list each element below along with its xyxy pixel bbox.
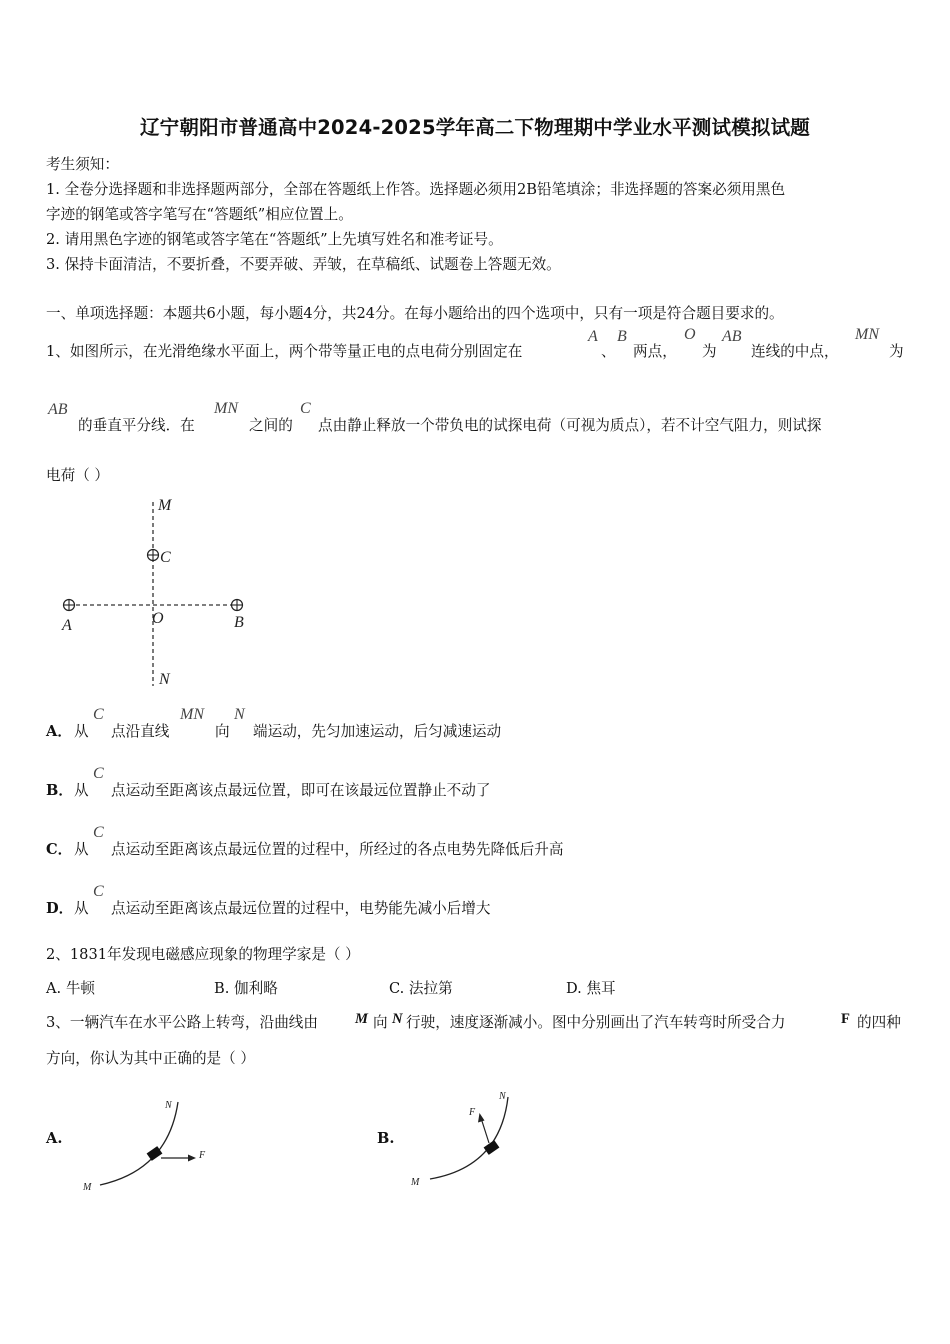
option-b-label: B．: [46, 782, 73, 799]
q3-text-1: 3、一辆汽车在水平公路上转弯，沿曲线由: [46, 1014, 318, 1031]
option-a-label: A．: [46, 723, 72, 740]
option-b-sym-c: C: [93, 765, 104, 782]
q3-text-4: 的四种: [857, 1014, 901, 1031]
q2-option-d[interactable]: D. 焦耳: [566, 980, 616, 997]
q2-option-a[interactable]: A. 牛顿: [46, 980, 96, 997]
fig-a-label-m: M: [83, 1182, 92, 1193]
fig-a-label-n: N: [165, 1100, 172, 1111]
force-arrow-b: [481, 1118, 489, 1143]
option-a-text-1: 从: [74, 723, 89, 740]
option-b-text-1: 从: [74, 782, 89, 799]
force-arrowhead-b: [478, 1113, 485, 1123]
section-heading: 一、单项选择题：本题共6小题，每小题4分，共24分。在每小题给出的四个选项中，只有一项是符合题目要求的。: [46, 305, 784, 322]
page-title: 辽宁朝阳市普通高中2024-2025学年高二下物理期中学业水平测试模拟试题: [139, 116, 811, 139]
q1-text-6: 的垂直平分线．在: [78, 417, 195, 434]
option-c-text-1: 从: [74, 841, 89, 858]
q1-sym-ab: AB: [722, 328, 742, 345]
q1-sep: 、: [601, 343, 616, 360]
q1-sym-o: O: [684, 326, 696, 343]
q1-text-5: 为: [889, 343, 904, 360]
option-c-label: C．: [46, 841, 73, 858]
q1-sym-mn-2: MN: [214, 400, 238, 417]
label-a: A: [62, 617, 72, 634]
option-d-sym-c: C: [93, 883, 104, 900]
q3-sym-f: F: [841, 1011, 850, 1027]
car-icon-b: [484, 1140, 500, 1155]
q3-figure-a: [78, 1092, 228, 1202]
curve-path-a: [100, 1102, 178, 1185]
q3-option-b-label[interactable]: B.: [377, 1130, 395, 1147]
fig-a-label-f: F: [199, 1150, 206, 1161]
option-d-text-2: 点运动至距离该点最远位置的过程中，电势能先减小后增大: [111, 900, 491, 917]
label-c: C: [160, 549, 171, 566]
option-a-sym-n: N: [234, 706, 245, 723]
q1-sym-b: B: [617, 328, 627, 345]
force-arrowhead-a: [188, 1155, 196, 1162]
label-m: M: [158, 497, 172, 514]
q3-option-a-label[interactable]: A.: [46, 1130, 63, 1147]
q1-text-8: 点由静止释放一个带负电的试探电荷（可视为质点），若不计空气阻力，则试探: [318, 417, 822, 434]
option-c-sym-c: C: [93, 824, 104, 841]
q1-charge-figure: [50, 490, 270, 690]
label-n: N: [159, 671, 170, 688]
q2-option-b[interactable]: B. 伽利略: [214, 980, 278, 997]
q3-sym-n: N: [392, 1011, 403, 1027]
option-a-sym-mn: MN: [180, 706, 204, 723]
q1-sym-ab-2: AB: [48, 401, 68, 418]
charge-c-icon: [148, 550, 159, 561]
q3-figure-b: [405, 1085, 545, 1195]
q3-sym-m: M: [355, 1011, 368, 1027]
fig-b-label-m: M: [411, 1177, 420, 1188]
q2-option-c[interactable]: C. 法拉第: [389, 980, 453, 997]
notice-line-3: 3. 保持卡面清洁，不要折叠，不要弄破、弄皱，在草稿纸、试题卷上答题无效。: [46, 256, 561, 273]
q1-sym-a: A: [588, 328, 598, 345]
notice-heading: 考生须知：: [46, 156, 119, 173]
q1-sym-mn: MN: [855, 326, 879, 343]
option-d-label: D．: [46, 900, 74, 917]
q3-text-2: 向: [373, 1014, 388, 1031]
q3-text-5: 方向，你认为其中正确的是（ ）: [46, 1050, 255, 1067]
notice-line-1a: 1. 全卷分选择题和非选择题两部分，全部在答题纸上作答。选择题必须用2B铅笔填涂；非选择题的答案必须用黑色: [46, 181, 786, 198]
option-a-text-3: 向: [215, 723, 230, 740]
q3-text-3: 行驶，速度逐渐减小。图中分别画出了汽车转弯时所受合力: [406, 1014, 786, 1031]
option-c-text-2: 点运动至距离该点最远位置的过程中，所经过的各点电势先降低后升高: [111, 841, 564, 858]
option-a-text-4: 端运动，先匀加速运动，后匀减速运动: [253, 723, 502, 740]
option-a-sym-c: C: [93, 706, 104, 723]
fig-b-label-n: N: [499, 1091, 506, 1102]
q2-stem: 2、1831年发现电磁感应现象的物理学家是（ ）: [46, 946, 360, 963]
fig-b-label-f: F: [469, 1107, 476, 1118]
option-d-text-1: 从: [74, 900, 89, 917]
q1-text-4: 连线的中点，: [751, 343, 839, 360]
notice-line-2: 2. 请用黑色字迹的钢笔或答字笔在“答题纸”上先填写姓名和准考证号。: [46, 231, 503, 248]
option-a-text-2: 点沿直线: [111, 723, 170, 740]
label-b: B: [234, 614, 244, 631]
q1-text-1: 1、如图所示，在光滑绝缘水平面上，两个带等量正电的点电荷分别固定在: [46, 343, 523, 360]
charge-b-icon: [232, 600, 243, 611]
option-b-text-2: 点运动至距离该点最远位置，即可在该最远位置静止不动了: [111, 782, 491, 799]
label-o: O: [152, 610, 164, 627]
q1-text-9: 电荷（ ）: [46, 467, 110, 484]
notice-line-1b: 字迹的钢笔或答字笔写在“答题纸”相应位置上。: [46, 206, 353, 223]
q1-text-2: 两点，: [633, 343, 677, 360]
q1-text-7: 之间的: [249, 417, 293, 434]
charge-a-icon: [64, 600, 75, 611]
q1-text-3: 为: [702, 343, 717, 360]
q1-sym-c: C: [300, 400, 311, 417]
